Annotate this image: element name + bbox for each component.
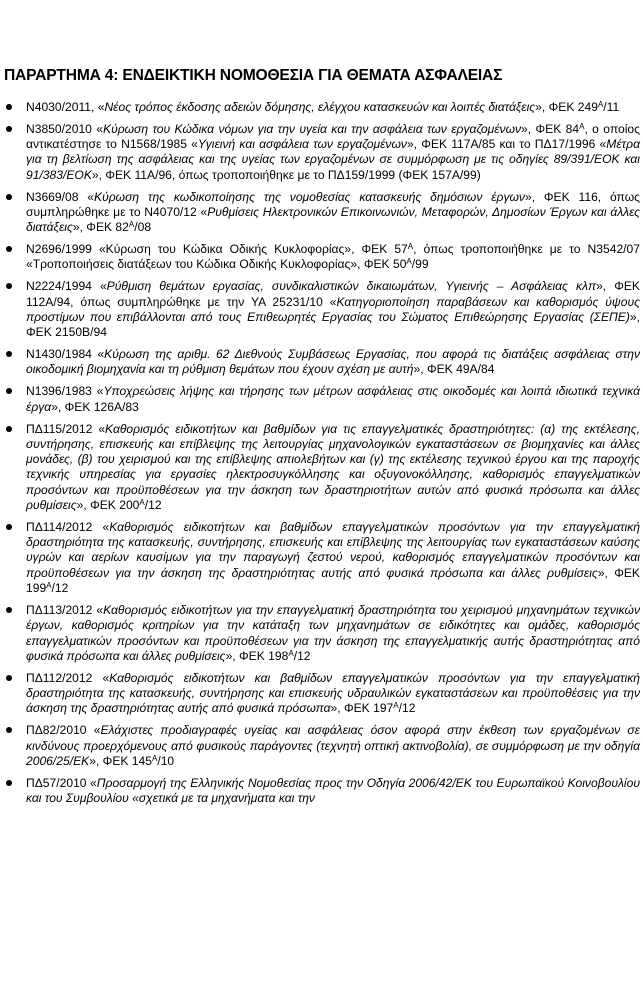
item-text: ΠΔ114/2012 «: [26, 519, 110, 534]
superscript-text: Α: [139, 497, 145, 507]
item-text: », ΦΕΚ 199: [26, 565, 640, 596]
italic-text: Κύρωση της αριθμ. 62 Διεθνούς Συμβάσεως Εργασίας, που αφορά τις διατάξεις ασφάλειας στην οικοδομική βιομηχανία και τη ρύθμιση θεμάτων που έχουν σχέση με αυτή: [26, 347, 640, 377]
bullet-icon: [6, 426, 12, 432]
item-text: », ΦΕΚ 200: [76, 497, 140, 512]
item-text: », ΦΕΚ 82: [72, 220, 129, 235]
item-text: Ν2696/1999 «Κύρωση του Κώδικα Οδικής Κυκλοφορίας», ΦΕΚ 57: [26, 242, 408, 257]
superscript-text: Α: [288, 648, 294, 658]
list-item: [0, 100, 643, 115]
item-text: /12: [398, 701, 416, 716]
item-text: /99: [411, 257, 429, 272]
bullet-icon: [6, 524, 12, 530]
list-item: [0, 520, 643, 596]
item-text: ΠΔ82/2010 «: [26, 723, 101, 738]
item-text: ΠΔ115/2012 «: [26, 421, 106, 436]
list-item: [0, 347, 643, 378]
item-text: », ΦΕΚ 49Α/84: [413, 362, 495, 377]
italic-text: Υποχρεώσεις λήψης και τήρησης των μέτρων ασφάλειας στις οικοδομές και λοιπά ιδιωτικά τεχνικά έργα: [26, 384, 640, 414]
item-text: », ΦΕΚ 197: [330, 701, 394, 716]
superscript-text: Α: [393, 701, 399, 711]
italic-text: Κύρωση του Κώδικα νόμων για την υγεία και την ασφάλεια των εργαζομένων: [103, 121, 522, 136]
bullet-icon: [6, 727, 12, 733]
italic-text: Ρύθμιση θεμάτων εργασίας, συνδικαλιστικών δικαιωμάτων, Υγιεινής – Ασφάλειας κλπ: [106, 279, 597, 294]
list-item: [0, 603, 643, 664]
bullet-icon: [6, 246, 12, 252]
list-item: [0, 723, 643, 769]
item-text: /08: [134, 220, 152, 235]
italic-text: Νέος τρόπος έκδοσης αδειών δόμησης, ελέγχου κατασκευών και λοιπές διατάξεις: [104, 100, 536, 114]
italic-text: Προσαρμογή της Ελληνικής Νομοθεσίας προς την Οδηγία 2006/42/ΕΚ του Ευρωπαϊκού Κοινοβουλίου και του Συμβουλίου «σχετικά με τα μηχανήματα και την: [26, 775, 640, 805]
list-item: [0, 671, 643, 717]
italic-text: Ρυθμίσεις Ηλεκτρονικών Επικοινωνιών, Μεταφορών, Δημοσίων Έργων και άλλες διατάξεις: [26, 204, 640, 235]
item-text: », ΦΕΚ 116, όπως συμπληρώθηκε με το Ν4070/12 «: [26, 189, 640, 219]
bullet-icon: [6, 780, 12, 786]
superscript-text: Α: [46, 581, 52, 591]
list-item: [0, 122, 643, 183]
list-item: [0, 776, 643, 807]
item-text: », ΦΕΚ 84: [521, 121, 580, 136]
item-text: /12: [293, 648, 311, 663]
item-text: ΠΔ57/2010 «: [26, 775, 97, 790]
item-text: », ΦΕΚ 145: [89, 753, 152, 768]
bullet-icon: [6, 607, 12, 613]
italic-text: Κύρωση της κωδικοποίησης της νομοθεσίας κατασκευής δημόσιων έργων: [94, 189, 525, 204]
item-text: /12: [51, 581, 69, 596]
italic-text: Καθορισμός ειδικοτήτων και βαθμίδων για τις επαγγελματικές δραστηριότητες: (α) της εκτέλεσης, συντήρησης, επισκευής και επίβλεψης της λειτουργίας μηχανολογικών εγκαταστάσεων σε βιομηχανίες και άλλες μονάδες, (β) του χειρισμού και της επίβλεψης απιολεβήτων και (γ) της εκτέλεσης τεχνικού έργου και της παροχής τεχνικής υπηρεσίας για εργασίες ηλεκτροσυγκόλλησης και οξυγονοκόλλησης, καθορισμός επαγγελματικών προσόντων και προϋποθέσεων για την άσκηση των δραστηριοτήτων αυτών από φυσικά πρόσωπα και άλλες ρυθμίσεις: [26, 421, 640, 512]
italic-text: Καθορισμός ειδικοτήτων για την επαγγελματική δραστηριότητα του χειρισμού μηχανημάτων τεχνικών έργων, καθορισμός κριτηρίων για την κατάταξη των μηχανημάτων σε ειδικότητες και ομάδες, καθορισμός επαγγελματικών προσόντων και προϋποθέσεων για την άσκηση της επαγγελματικής αυτής δραστηριότητας από φυσικά πρόσωπα και άλλες ρυθμίσεις: [26, 602, 640, 663]
superscript-text: Α: [579, 121, 585, 131]
bullet-icon: [6, 675, 12, 681]
item-text: », ΦΕΚ 11Α/96, όπως τροποποιήθηκε με το ΠΔ159/1999 (ΦΕΚ 157Α/99): [91, 167, 481, 182]
item-text: », ΦΕΚ 126Α/83: [51, 399, 139, 414]
item-text: Ν1430/1984 «: [26, 347, 105, 362]
item-text: », ΦΕΚ 117Α/85 και το ΠΔ17/1996 «: [406, 137, 607, 152]
item-text: Ν4030/2011, «: [26, 100, 105, 114]
bullet-icon: [6, 194, 12, 200]
italic-text: Υγιεινή και ασφάλεια των εργαζομένων: [197, 137, 407, 152]
superscript-text: Α: [597, 100, 604, 109]
bullet-icon: [6, 126, 12, 132]
item-text: », ΦΕΚ 198: [225, 648, 289, 663]
superscript-text: Α: [406, 257, 412, 267]
item-text: , ο οποίος αντικατέστησε το Ν1568/1985 «: [26, 121, 640, 152]
italic-text: Κατηγοριοποίηση παραβάσεων και καθορισμός ύψους προστίμων που επιβάλλονται από τους Επιθεωρητές Εργασίας του Σώματος Επιθεώρησης Εργασίας (ΣΕΠΕ): [26, 294, 640, 324]
item-text: », ΦΕΚ 112Α/94, όπως συμπληρώθηκε με την ΥΑ 25231/10 «: [26, 279, 640, 309]
item-text: Ν1396/1983 «: [26, 384, 104, 399]
item-text: », ΦΕΚ 249: [535, 100, 598, 114]
superscript-text: Α: [407, 242, 414, 252]
superscript-text: Α: [152, 753, 158, 763]
item-text: Ν3850/2010 «: [26, 121, 103, 136]
superscript-text: Α: [128, 220, 135, 230]
item-text: , όπως τροποποιήθηκε με το Ν3542/07 «Τροποποιήσεις διατάξεων του Κώδικα Οδικής Κυκλοφορίας», ΦΕΚ 50: [26, 242, 640, 272]
list-item: [0, 242, 643, 273]
list-item: [0, 422, 643, 514]
list-item: [0, 384, 643, 415]
italic-text: Μέτρα για τη βελτίωση της ασφάλειας και της υγείας των εργαζομένων σε συμμόρφωση με τις οδηγίες 89/391/ΕΟΚ και 91/383/ΕΟΚ: [26, 137, 640, 182]
italic-text: Καθορισμός ειδικοτήτων και βαθμίδων επαγγελματικών προσόντων για την επαγγελματική δραστηριότητα της κατασκευής, συντήρησης και επισκευής υδραυλικών εγκαταστάσεων και προϋποθέσεις για την άσκηση της δραστηριότητας αυτής από φυσικά πρόσωπα: [26, 670, 640, 716]
item-text: ΠΔ113/2012 «: [26, 602, 104, 617]
italic-text: Ελάχιστες προδιαγραφές υγείας και ασφάλειας όσον αφορά στην έκθεση των εργαζομένων σε κινδύνους προερχόμενους από φυσικούς παράγοντες (τεχνητή οπτική ακτινοβολία), σε συμμόρφωση με την οδηγία 2006/25/ΕΚ: [26, 723, 640, 768]
bullet-icon: [6, 283, 12, 289]
item-text: Ν2224/1994 «: [26, 279, 107, 294]
bullet-icon: [6, 104, 12, 110]
italic-text: Καθορισμός ειδικοτήτων και βαθμίδων επαγγελματικών προσόντων για την επαγγελματική δραστηριότητα της κατασκευής, συντήρησης, επισκευής και επίβλεψης της λειτουργίας των εγκαταστάσεων καύσης υγρών και αερίων καυσίμων για την παραγωγή ζεστού νερού, καθορισμός επαγγελματικών προσόντων και προϋποθέσεων για την άσκηση της δραστηριότητας αυτής από φυσικά πρόσωπα και άλλες ρυθμίσεις: [26, 519, 640, 580]
item-text: Ν3669/08 «: [26, 189, 95, 204]
bullet-icon: [6, 351, 12, 357]
item-text: ΠΔ112/2012 «: [26, 670, 110, 685]
list-item: [0, 279, 643, 340]
item-text: /12: [144, 497, 162, 512]
item-text: /11: [603, 100, 620, 114]
page-title: ΠΑΡΑΡΤΗΜΑ 4: ΕΝΔΕΙΚΤΙΚΗ ΝΟΜΟΘΕΣΙΑ ΓΙΑ ΘΕΜΑΤΑ ΑΣΦΑΛΕΙΑΣ: [4, 67, 503, 84]
item-text: /10: [157, 753, 175, 768]
bullet-icon: [6, 388, 12, 394]
item-text: », ΦΕΚ 2150Β/94: [26, 309, 640, 340]
list-item: [0, 190, 643, 236]
legislation-list: [0, 100, 643, 813]
